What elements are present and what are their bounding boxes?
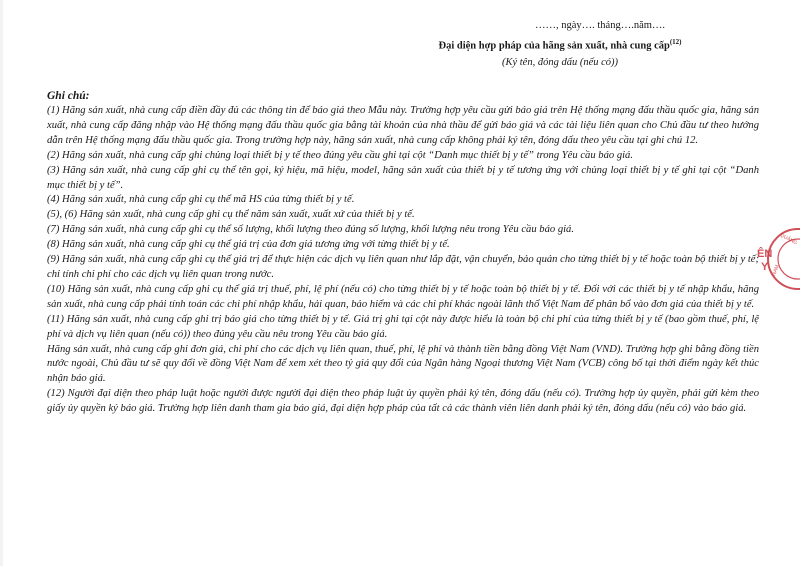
stamp-ring-text: QUẢNG	[779, 232, 799, 247]
note-8: (8) Hãng sản xuất, nhà cung cấp ghi cụ thể giá trị của đơn giá tương ứng với từng thiết bị y tế.	[47, 239, 450, 251]
signature-subtitle: (Ký tên, đóng dấu (nếu có))	[501, 56, 619, 68]
stamp-inner-ring	[778, 239, 800, 279]
note-12: (12) Người đại diện theo pháp luật hoặc người được người đại diện theo pháp luật ủy quyền phải ký tên, đóng dấu (nếu có). Trường hợp ủy quyền, phải gửi kèm theo giấy ủy quyền ký báo giá. Trường hợp liên danh tham gia báo giá, đại diện hợp pháp của tất cả các thành viên liên danh phải ký tên, đóng dấu (nếu có) vào báo giá.	[47, 388, 759, 415]
notes-section	[47, 89, 759, 417]
company-stamp	[730, 226, 800, 296]
note-7: (7) Hãng sản xuất, nhà cung cấp ghi cụ thể số lượng, khối lượng theo đúng số lượng, khối lượng nêu trong Yêu cầu báo giá.	[47, 224, 575, 236]
note-currency: Hãng sản xuất, nhà cung cấp ghi đơn giá, chi phí cho các dịch vụ liên quan, thuế, phí, lệ phí và thành tiền bằng đồng Việt Nam (VND). Trường hợp ghi bằng đồng tiền nước ngoài, Chủ đầu tư sẽ quy đổi về đồng Việt Nam để xem xét theo tỷ giá quy đổi của Ngân hàng Ngoại thương Việt Nam (VCB) công bố tại thời điểm ngày kết thúc nhận báo giá.	[47, 343, 759, 385]
note-5-6: (5), (6) Hãng sản xuất, nhà cung cấp ghi cụ thể năm sản xuất, xuất xứ của thiết bị y tế.	[47, 209, 415, 221]
notes-heading: Ghi chú:	[47, 90, 90, 102]
scan-edge	[0, 0, 3, 566]
note-9: (9) Hãng sản xuất, nhà cung cấp ghi cụ thể giá trị để thực hiện các dịch vụ liên quan như lắp đặt, vận chuyển, bảo quản cho từng thiết bị y tế hoặc toàn bộ thiết bị y tế; chỉ tính chi phí cho các dịch vụ liên quan trong nước.	[47, 254, 759, 280]
date-line: ……, ngày…. tháng….năm….	[534, 20, 666, 31]
stamp-side-text: NAM	[771, 264, 781, 277]
note-11: (11) Hãng sản xuất, nhà cung cấp ghi trị báo giá cho từng thiết bị y tế. Giá trị ghi tại cột này được hiểu là toàn bộ chi phí của từng thiết bị y tế (bao gồm thuế, phí, lệ phí và dịch vụ liên quan (nếu có)) theo đúng yêu cầu nêu trong Yêu cầu báo giá.	[47, 313, 759, 340]
signature-title-text: Đại diện hợp pháp của hãng sản xuất, nhà cung cấp	[438, 40, 670, 52]
signature-title-note: (12)	[669, 38, 682, 46]
signature-block	[380, 18, 740, 71]
note-10: (10) Hãng sản xuất, nhà cung cấp ghi cụ thể giá trị thuế, phí, lệ phí (nếu có) cho từng thiết bị y tế hoặc toàn bộ thiết bị y tế. Đối với các thiết bị y tế nhập khẩu, hãng sản xuất, nhà cung cấp phải tính toán các chi phí nhập khẩu, hải quan, bảo hiểm và các chi phí khác ngoài lãnh thổ Việt Nam để phân bổ vào đơn giá của thiết bị y tế.	[47, 283, 759, 310]
stamp-graphic	[730, 226, 800, 296]
note-2: (2) Hãng sản xuất, nhà cung cấp ghi chủng loại thiết bị y tế theo đúng yêu cầu ghi tại cột “Danh mục thiết bị y tế” trong Yêu cầu báo giá.	[47, 149, 634, 161]
note-4: (4) Hãng sản xuất, nhà cung cấp ghi cụ thể mã HS của từng thiết bị y tế.	[47, 194, 355, 206]
note-1: (1) Hãng sản xuất, nhà cung cấp điền đầy đủ các thông tin để báo giá theo Mẫu này. Trường hợp yêu cầu gửi báo giá trên Hệ thống mạng đấu thầu quốc gia, hãng sản xuất, nhà cung cấp đăng nhập vào Hệ thống mạng đấu thầu quốc gia bằng tài khoản của nhà thầu để gửi báo giá và các tài liệu liên quan cho Chủ đầu tư theo hướng dẫn trên Hệ thống mạng đấu thầu quốc gia. Trong trường hợp này, hãng sản xuất, nhà cung cấp không phải ký tên, đóng dấu theo yêu cầu tại ghi chú 12.	[47, 105, 759, 146]
signature-title	[380, 34, 740, 55]
stamp-inner-text: ÊN	[757, 248, 773, 260]
note-3: (3) Hãng sản xuất, nhà cung cấp ghi cụ thể tên gọi, ký hiệu, mã hiệu, model, hãng sản xuất của thiết bị y tế tương ứng với chủng loại thiết bị y tế ghi tại cột “Danh mục thiết bị y tế”.	[47, 164, 759, 191]
stamp-inner-text-2: Y	[761, 261, 769, 273]
